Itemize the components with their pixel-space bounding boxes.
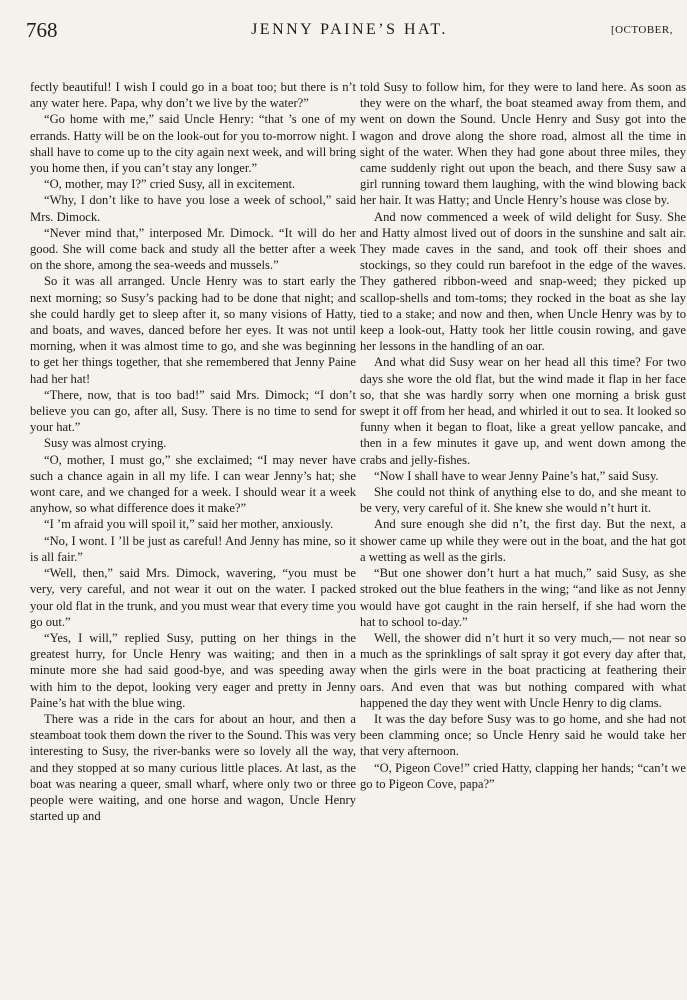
paragraph: “But one shower don’t hurt a hat much,” said Susy, as she stroked out the blue feathers in the wing; “and like as not Jenny would have got caught in the rain herself, if she had worn the hat to school to-day.” bbox=[360, 566, 686, 629]
right-column bbox=[360, 79, 686, 969]
paragraph: “Now I shall have to wear Jenny Paine’s hat,” said Susy. bbox=[374, 468, 659, 483]
paragraph: “O, mother, I must go,” she exclaimed; “I may never have such a chance again in all my life. I can wear Jenny’s hat; she wont care, and we changed for a week. I should wear it a week anyhow, so what difference does it make?” bbox=[30, 452, 356, 516]
paragraph: “I ’m afraid you will spoil it,” said her mother, anxiously. bbox=[44, 517, 334, 532]
paragraph: “O, Pigeon Cove!” cried Hatty, clapping her hands; “can’t we go to Pigeon Cove, papa?” bbox=[360, 760, 686, 791]
paragraph: fectly beautiful! I wish I could go in a boat too; but there is n’t any water here. Papa, why don’t we live by the water?” bbox=[30, 80, 356, 111]
paragraph: And now commenced a week of wild delight for Susy. She and Hatty almost lived out of doors in the sunshine and salt air. They made caves in the sand, and took off their shoes and stockings, so they could run barefoot in the edge of the waves. They gathered ribbon-weed and snap-weed; they picked up scallop-shells and tom-toms; they rocked in the boat as she lay tied to a stake; and now and then, when Uncle Henry was by to keep a look-out, Hatty took her little cousin rowing, and gave her lessons in the handling of an oar. bbox=[360, 209, 686, 354]
left-column bbox=[30, 79, 356, 969]
paragraph: So it was all arranged. Uncle Henry was to start early the next morning; so Susy’s packing had to be done that night; and she could hardly get to sleep after it, so many visions of Hatty, and boats, and waves, danced before her eyes. It was not until morning, when it was almost time to go, and she was beginning to get her things together, that she remembered that Jenny Paine had her hat! bbox=[30, 274, 356, 386]
paragraph: “Well, then,” said Mrs. Dimock, wavering, “you must be very, very careful, and not wear it out on the water. I packed your old flat in the trunk, and you must wear that every time you go out.” bbox=[30, 566, 356, 629]
paragraph: told Susy to follow him, for they were to land here. As soon as they were on the wharf, the boat steamed away from them, and went on down the Sound. Uncle Henry and Susy got into the wagon and drove along the shore road, almost all the time in sight of the water. When they had gone about three miles, they came suddenly right out upon the beach, and there Susy saw a girl running toward them laughing, with the wind blowing back her hair. It was Hatty; and Uncle Henry’s house was close by. bbox=[360, 80, 686, 208]
paragraph: Well, the shower did n’t hurt it so very much,— not near so much as the sprinklings of salt spray it got every day after that, when the girls were in the boat practicing at feathering their oars. And even that was but nothing compared with what happened the day they went with Uncle Henry to dig clams. bbox=[360, 630, 686, 710]
paragraph: It was the day before Susy was to go home, and she had not been clamming once; so Uncle Henry said he would take her that very afternoon. bbox=[360, 711, 686, 759]
paragraph: There was a ride in the cars for about an hour, and then a steamboat took them down the river to the Sound. This was very interesting to Susy, the river-banks were so lovely all the way, and they stopped at so many curious little places. At last, as the boat was nearing a queer, small wharf, where only two or three people were waiting, and one horse and wagon, Uncle Henry started up and bbox=[30, 711, 356, 824]
running-title: JENNY PAINE’S HAT. bbox=[251, 21, 448, 38]
paragraph: “Go home with me,” said Uncle Henry: “that ’s one of my errands. Hatty will be on the look-out for you to-morrow night. I shall have to come up to the city again next week, and will bring you home then, if you can’t stay any longer.” bbox=[30, 112, 356, 176]
paragraph: “O, mother, may I?” cried Susy, all in excitement. bbox=[44, 177, 296, 192]
paragraph: Susy was almost crying. bbox=[44, 436, 167, 451]
paragraph: “Never mind that,” interposed Mr. Dimock. “It will do her good. She will come back and study all the better after a week on the shore, among the sea-weeds and mussels.” bbox=[30, 225, 356, 273]
page-number: 768 bbox=[26, 18, 58, 42]
paragraph: “Yes, I will,” replied Susy, putting on her things in the greatest hurry, for Uncle Henry was waiting; and then in a minute more she had said good-bye, and was speeding away with him to the depot, looking very eager and pretty in Jenny Paine’s hat with the blue wing. bbox=[30, 630, 356, 710]
paragraph: And what did Susy wear on her head all this time? For two days she wore the old flat, but the wind made it flap in her face so, that she was hardly sorry when one morning a brisk gust swept it off from her head, and whirled it out to sea. It looked so funny when it began to float, like a great yellow pancake, and then in a few minutes it gave up, and went down among the crabs and jelly-fishes. bbox=[360, 355, 686, 467]
running-header bbox=[26, 16, 673, 46]
paragraph: “There, now, that is too bad!” said Mrs. Dimock; “I don’t believe you can go, after all, Susy. There is no time to send for your hat.” bbox=[30, 387, 356, 435]
header-month: [OCTOBER, bbox=[610, 24, 673, 36]
paragraph: She could not think of anything else to do, and she meant to be very, very careful of it. She knew she would n’t hurt it. bbox=[360, 485, 686, 516]
paragraph: “No, I wont. I ’ll be just as careful! And Jenny has mine, so it is all fair.” bbox=[30, 533, 356, 564]
paragraph: And sure enough she did n’t, the first day. But the next, a shower came up while they were out in the boat, and the hat got a wetting as well as the girls. bbox=[360, 517, 686, 564]
paragraph: “Why, I don’t like to have you lose a week of school,” said Mrs. Dimock. bbox=[30, 193, 356, 224]
